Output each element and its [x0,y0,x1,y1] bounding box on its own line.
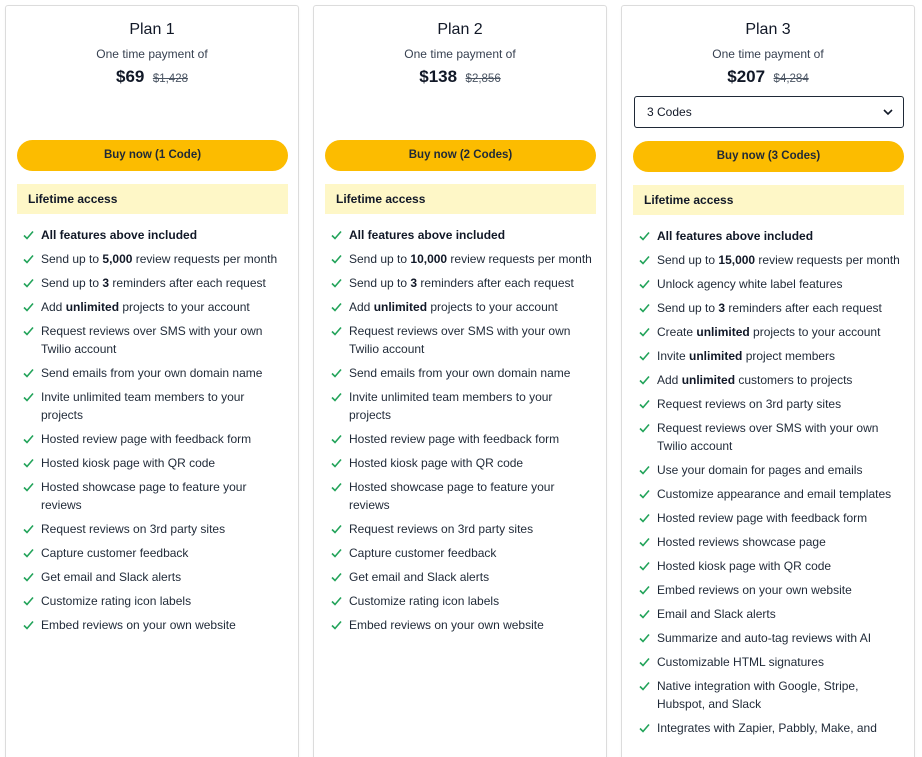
check-icon [639,279,650,289]
feature-item [639,275,904,293]
chevron-down-icon [883,108,893,116]
buy-button[interactable]: Buy now (2 Codes) [325,140,596,171]
feature-item [23,616,288,634]
feature-highlight: All features above included [657,229,814,243]
feature-text: Invite unlimited team members to your projects [41,390,245,422]
feature-text: Get email and Slack alerts [41,570,182,584]
check-icon [23,278,34,288]
feature-text: Hosted showcase page to feature your reviews [349,480,555,512]
feature-list [23,226,288,640]
feature-highlight: 3 [410,276,418,290]
feature-text: Request reviews on 3rd party sites [41,522,226,536]
check-icon [639,351,650,361]
check-icon [639,423,650,433]
feature-text: Hosted kiosk page with QR code [349,456,524,470]
feature-text: Embed reviews on your own website [41,618,236,632]
check-icon [331,548,342,558]
feature-item [331,364,596,382]
check-icon [23,368,34,378]
payment-label: One time payment of [404,47,516,61]
feature-item [23,274,288,292]
feature-item [23,388,288,424]
feature-text: Use your domain for pages and emails [657,463,863,477]
feature-highlight: 3 [718,301,726,315]
select-value: 3 Codes [647,105,692,119]
lifetime-access-label: Lifetime access [633,185,904,215]
feature-text: reminders after each request [109,276,266,290]
plan-title: Plan 1 [129,21,175,38]
feature-text: Unlock agency white label features [657,277,843,291]
feature-highlight: unlimited [373,300,428,314]
feature-item [639,251,904,269]
feature-text: Embed reviews on your own website [349,618,544,632]
feature-item [639,419,904,455]
feature-text: Hosted kiosk page with QR code [41,456,216,470]
feature-text: Add [41,300,66,314]
feature-item [639,653,904,671]
feature-text: Hosted showcase page to feature your reviews [41,480,247,512]
feature-item [331,478,596,514]
check-icon [23,572,34,582]
check-icon [23,392,34,402]
check-icon [331,572,342,582]
feature-item [331,226,596,244]
feature-highlight: 3 [102,276,110,290]
plan-card-3 [621,5,915,757]
feature-item [639,461,904,479]
check-icon [331,524,342,534]
feature-text: Hosted review page with feedback form [41,432,252,446]
feature-text: Request reviews over SMS with your own Twilio account [349,324,571,356]
feature-item [639,533,904,551]
payment-label: One time payment of [96,47,208,61]
check-icon [639,723,650,733]
payment-label: One time payment of [712,47,824,61]
check-icon [331,254,342,264]
feature-text: reminders after each request [417,276,574,290]
check-icon [639,231,650,241]
feature-item [23,364,288,382]
feature-item [331,430,596,448]
feature-item [331,298,596,316]
feature-item [639,299,904,317]
feature-highlight: All features above included [41,228,198,242]
feature-item [23,544,288,562]
feature-highlight: All features above included [349,228,506,242]
check-icon [639,375,650,385]
check-icon [639,609,650,619]
feature-text: Create [657,325,697,339]
feature-text: review requests per month [132,252,278,266]
check-icon [331,482,342,492]
check-icon [639,561,650,571]
plan-card-2 [313,5,607,757]
check-icon [639,537,650,547]
feature-item [331,274,596,292]
check-icon [23,302,34,312]
feature-item [331,454,596,472]
check-icon [331,458,342,468]
check-icon [23,434,34,444]
feature-text: Request reviews over SMS with your own Twilio account [657,421,879,453]
feature-text: Summarize and auto-tag reviews with AI [657,631,872,645]
feature-text: Native integration with Google, Stripe, Hubspot, and Slack [657,679,859,711]
feature-text: Send up to [349,252,411,266]
plan-card-1 [5,5,299,757]
feature-item [23,520,288,538]
check-icon [331,326,342,336]
feature-text: Customize appearance and email templates [657,487,892,501]
feature-item [639,509,904,527]
feature-text: Email and Slack alerts [657,607,776,621]
feature-item [331,322,596,358]
feature-text: Send up to [41,252,103,266]
feature-item [639,719,904,737]
feature-item [639,605,904,623]
feature-item [639,347,904,365]
check-icon [23,548,34,558]
feature-text: Get email and Slack alerts [349,570,490,584]
feature-item [331,568,596,586]
feature-item [331,592,596,610]
check-icon [639,585,650,595]
feature-text: Integrates with Zapier, Pabbly, Make, and [657,721,877,735]
feature-text: customers to projects [735,373,853,387]
feature-text: Hosted review page with feedback form [657,511,868,525]
feature-item [639,557,904,575]
feature-item [331,388,596,424]
feature-list [639,227,904,743]
buy-button[interactable]: Buy now (1 Code) [17,140,288,171]
feature-text: Send up to [41,276,103,290]
feature-text: Add [349,300,374,314]
feature-text: Hosted kiosk page with QR code [657,559,832,573]
feature-item [639,629,904,647]
check-icon [639,657,650,667]
feature-text: Send emails from your own domain name [349,366,571,380]
check-icon [639,465,650,475]
check-icon [331,278,342,288]
feature-text: review requests per month [447,252,592,266]
check-icon [23,482,34,492]
plan-title: Plan 2 [437,21,483,38]
feature-item [23,592,288,610]
price-row [6,66,298,88]
price-row [314,66,606,88]
feature-item [331,616,596,634]
buy-button[interactable]: Buy now (3 Codes) [633,141,904,172]
check-icon [639,489,650,499]
check-icon [331,620,342,630]
feature-text: reminders after each request [725,301,882,315]
feature-text: Capture customer feedback [349,546,497,560]
feature-highlight: 5,000 [102,252,133,266]
feature-item [331,250,596,268]
feature-item [639,581,904,599]
feature-text: Hosted review page with feedback form [349,432,560,446]
check-icon [23,458,34,468]
feature-text: Request reviews on 3rd party sites [349,522,534,536]
check-icon [331,392,342,402]
check-icon [23,620,34,630]
check-icon [639,633,650,643]
price: $138 [419,67,458,86]
feature-item [639,371,904,389]
check-icon [639,327,650,337]
check-icon [23,254,34,264]
feature-text: projects to your account [427,300,558,314]
feature-text: Send emails from your own domain name [41,366,263,380]
feature-text: Customize rating icon labels [41,594,192,608]
feature-highlight: unlimited [681,373,736,387]
check-icon [639,399,650,409]
price: $207 [727,67,766,86]
feature-text: Invite unlimited team members to your projects [349,390,553,422]
feature-text: Customize rating icon labels [349,594,500,608]
old-price: $2,856 [465,73,501,85]
old-price: $4,284 [773,73,809,85]
check-icon [23,230,34,240]
feature-highlight: 10,000 [410,252,448,266]
check-icon [23,596,34,606]
feature-text: project members [742,349,836,363]
old-price: $1,428 [152,73,188,85]
price-row [622,66,914,88]
feature-text: Customizable HTML signatures [657,655,824,669]
feature-text: Send up to [657,301,719,315]
feature-highlight: unlimited [65,300,120,314]
feature-item [23,568,288,586]
feature-text: Request reviews over SMS with your own Twilio account [41,324,263,356]
check-icon [639,513,650,523]
feature-item [639,227,904,245]
feature-item [23,430,288,448]
feature-item [23,322,288,358]
feature-item [23,226,288,244]
check-icon [639,681,650,691]
check-icon [639,303,650,313]
feature-text: Add [657,373,682,387]
check-icon [639,255,650,265]
lifetime-access-label: Lifetime access [325,184,596,214]
feature-item [331,520,596,538]
lifetime-access-label: Lifetime access [17,184,288,214]
feature-item [639,485,904,503]
feature-text: Embed reviews on your own website [657,583,852,597]
feature-text: projects to your account [749,325,881,339]
feature-highlight: unlimited [689,349,743,363]
feature-text: Request reviews on 3rd party sites [657,397,842,411]
plan-title: Plan 3 [745,21,791,38]
check-icon [23,326,34,336]
feature-item [23,298,288,316]
feature-item [639,323,904,341]
feature-highlight: 15,000 [718,253,756,267]
check-icon [331,302,342,312]
feature-item [23,454,288,472]
check-icon [331,230,342,240]
feature-text: Invite [657,349,690,363]
feature-text: Hosted reviews showcase page [657,535,826,549]
code-quantity-select[interactable] [634,96,904,128]
feature-text: Capture customer feedback [41,546,189,560]
price: $69 [115,67,145,86]
feature-text: Send up to [657,253,719,267]
feature-list [331,226,596,640]
check-icon [331,368,342,378]
check-icon [331,596,342,606]
feature-item [23,478,288,514]
feature-text: Send up to [349,276,411,290]
feature-text: projects to your account [119,300,250,314]
feature-item [23,250,288,268]
check-icon [331,434,342,444]
check-icon [23,524,34,534]
feature-item [331,544,596,562]
feature-item [639,395,904,413]
feature-text: review requests per month [755,253,900,267]
feature-highlight: unlimited [696,325,750,339]
feature-item [639,677,904,713]
